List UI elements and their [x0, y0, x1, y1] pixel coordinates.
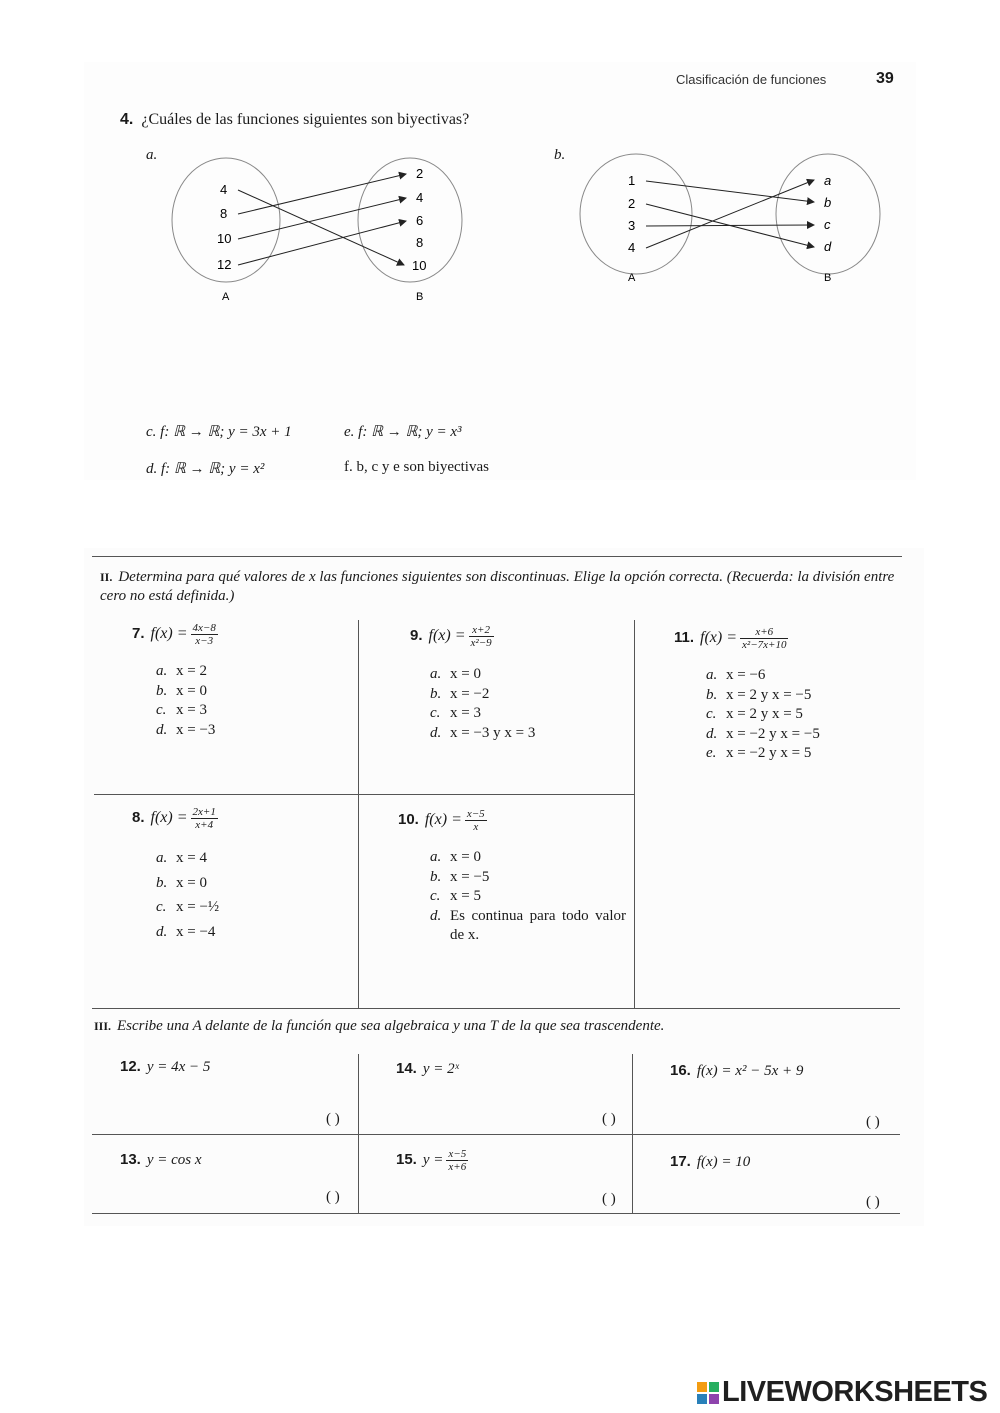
codomain-value: 6: [416, 213, 424, 228]
option-letter: a.: [430, 849, 442, 865]
question-14: [396, 1060, 459, 1078]
diagram-b-label: b.: [554, 147, 566, 163]
option-letter: b.: [156, 874, 168, 891]
q7-options: [156, 662, 215, 740]
option-text: x = −2: [450, 685, 490, 702]
diagram-a-label: a.: [146, 147, 158, 163]
option[interactable]: [430, 907, 630, 946]
codomain-value: 4: [416, 190, 424, 205]
divider: [92, 556, 902, 557]
option-text: x = −4: [176, 923, 216, 940]
mapping-arrow: [646, 181, 814, 202]
question-number: 11.: [674, 629, 695, 647]
question-number: 15.: [396, 1150, 417, 1168]
divider: [92, 1134, 900, 1135]
set-label: A: [628, 272, 636, 284]
option[interactable]: [706, 705, 820, 725]
numerator: x−5: [448, 1148, 467, 1160]
answer-blank[interactable]: ( ): [602, 1191, 616, 1207]
numerator: 4x−8: [192, 622, 216, 634]
domain-value: 12: [217, 257, 232, 272]
option[interactable]: [156, 871, 219, 896]
option-text: x = 2 y x = 5: [726, 706, 803, 722]
divider: [92, 1213, 900, 1214]
codomain-value: 8: [416, 235, 424, 250]
option-text: Es continua para todo valor de x.: [450, 907, 626, 943]
option-letter: a.: [430, 666, 442, 682]
numerator: x+6: [740, 626, 788, 639]
option-letter: c.: [156, 899, 167, 915]
expression: y = cos x: [146, 1152, 202, 1168]
option[interactable]: [430, 887, 630, 907]
question-4: [120, 111, 469, 129]
codomain-value: d: [824, 239, 832, 254]
option-letter: a.: [156, 850, 168, 866]
option-text: x = −6: [726, 667, 766, 683]
fraction: [740, 626, 788, 651]
domain-value: 8: [220, 206, 228, 221]
function-label: f(x) =: [700, 629, 738, 647]
option[interactable]: [156, 721, 215, 741]
q9-options: [430, 665, 535, 743]
option-text: x = 3: [450, 705, 481, 721]
option[interactable]: [430, 868, 630, 888]
option-text: x = 2 y x = −5: [726, 686, 812, 703]
option[interactable]: [156, 920, 219, 945]
function-label: f(x) =: [428, 627, 466, 645]
mapping-arrow: [238, 174, 406, 214]
option-text: x = 3: [176, 702, 207, 718]
question-11: [674, 626, 788, 651]
denominator: x²−9: [470, 637, 492, 649]
option[interactable]: [706, 725, 820, 745]
fraction: [469, 624, 494, 649]
option-letter: d.: [156, 721, 168, 738]
denominator: x: [473, 821, 479, 833]
q8-options: [156, 846, 219, 944]
option-letter: b.: [706, 686, 718, 703]
liveworksheets-logo-icon: [697, 1382, 719, 1404]
page-number: 39: [876, 70, 894, 87]
function-label: f(x) =: [150, 809, 188, 827]
page-header-title: Clasificación de funciones: [676, 72, 827, 87]
domain-value: 3: [628, 218, 636, 233]
question-17: [670, 1153, 750, 1171]
instruction-text: Escribe una A delante de la función que sea algebraica y una T de la que sea trascendente.: [117, 1018, 665, 1034]
question-10: [398, 808, 487, 833]
option[interactable]: [156, 682, 215, 702]
option-text: x = 0: [450, 849, 481, 865]
codomain-value: c: [824, 217, 831, 232]
expression: f(x) = 10: [696, 1154, 751, 1170]
instruction-text: Determina para qué valores de x las funciones siguientes son discontinuas. Elige la opción correcta. (Recuerda: la división entre cero no está definida.): [100, 569, 895, 604]
answer-blank[interactable]: ( ): [866, 1194, 880, 1210]
option-letter: c.: [430, 705, 441, 721]
codomain-value: 10: [412, 258, 427, 273]
option-text: x = −½: [176, 899, 220, 915]
answer-blank[interactable]: ( ): [602, 1111, 616, 1127]
question-number: 13.: [120, 1151, 141, 1168]
numerator: 2x+1: [192, 806, 216, 818]
answer-blank[interactable]: ( ): [326, 1189, 340, 1205]
domain-value: 1: [628, 173, 636, 188]
option-text: x = −5: [450, 868, 490, 885]
option[interactable]: [430, 685, 535, 705]
option-text: x = 0: [176, 682, 207, 699]
numerator: x−5: [466, 808, 485, 820]
question-13: [120, 1151, 202, 1169]
option[interactable]: [706, 686, 820, 706]
q4-option-f: f. b, c y e son biyectivas: [344, 459, 489, 475]
q10-options: [430, 848, 630, 946]
expression: y = 4x − 5: [146, 1059, 211, 1075]
answer-blank[interactable]: ( ): [866, 1114, 880, 1130]
fraction: [191, 806, 218, 831]
question-prompt: ¿Cuáles de las funciones siguientes son biyectivas?: [141, 111, 470, 128]
function-label: f(x) =: [150, 625, 188, 643]
question-number: 14.: [396, 1060, 417, 1077]
expression: f(x) = x² − 5x + 9: [696, 1063, 804, 1079]
numerator: x+2: [469, 624, 494, 637]
option-letter: b.: [430, 868, 442, 885]
mapping-diagram-a: [160, 150, 480, 310]
section-number: II.: [100, 570, 113, 584]
expression: y = 2ˣ: [422, 1061, 459, 1077]
option-letter: d.: [156, 923, 168, 940]
option[interactable]: [706, 744, 820, 764]
question-number: 7.: [132, 625, 145, 643]
option-text: x = 0: [450, 666, 481, 682]
option-letter: c.: [430, 888, 441, 904]
q4-option-e: e. f: ℝ → ℝ; y = x³: [344, 424, 462, 440]
option[interactable]: [706, 666, 820, 686]
set-label: B: [416, 291, 424, 303]
fraction: [191, 622, 218, 647]
question-8: [132, 806, 218, 831]
set-b-ellipse: [776, 154, 880, 274]
section-number: III.: [94, 1019, 112, 1033]
option-letter: e.: [706, 745, 717, 761]
fraction: [465, 808, 487, 833]
option-letter: d.: [706, 725, 718, 742]
question-number: 4.: [120, 111, 134, 128]
option[interactable]: [156, 662, 215, 682]
option-text: x = −2 y x = 5: [726, 745, 812, 761]
option-letter: b.: [430, 685, 442, 702]
option-text: x = −3: [176, 721, 216, 738]
denominator: x−3: [195, 635, 214, 647]
option-letter: b.: [156, 682, 168, 699]
denominator: x+6: [448, 1161, 467, 1173]
option-text: x = 2: [176, 663, 207, 679]
q4-option-d: d. f: ℝ → ℝ; y = x²: [146, 461, 265, 477]
denominator: x²−7x+10: [742, 639, 787, 651]
answer-blank[interactable]: ( ): [326, 1111, 340, 1127]
domain-value: 4: [220, 182, 228, 197]
question-number: 9.: [410, 627, 423, 645]
option[interactable]: [430, 848, 630, 868]
section-iii-instruction: [94, 1017, 900, 1036]
set-label: A: [222, 291, 230, 303]
divider: [94, 794, 635, 795]
option-text: x = −2 y x = −5: [726, 725, 820, 742]
option-text: x = 5: [450, 888, 481, 904]
option[interactable]: [156, 895, 219, 920]
fraction: [446, 1148, 468, 1173]
function-label: f(x) =: [424, 811, 462, 829]
codomain-value: 2: [416, 166, 424, 181]
question-number: 16.: [670, 1062, 691, 1079]
question-9: [410, 624, 494, 649]
question-15: [396, 1148, 468, 1173]
q4-option-c: c. f: ℝ → ℝ; y = 3x + 1: [146, 424, 292, 440]
codomain-value: a: [824, 173, 832, 188]
set-b-ellipse: [358, 158, 462, 282]
option[interactable]: [156, 701, 215, 721]
codomain-value: b: [824, 195, 832, 210]
option[interactable]: [430, 704, 535, 724]
question-16: [670, 1062, 803, 1080]
divider: [358, 620, 359, 1008]
domain-value: 2: [628, 196, 636, 211]
option-letter: c.: [706, 706, 717, 722]
denominator: x+4: [195, 819, 214, 831]
question-7: [132, 622, 218, 647]
question-number: 8.: [132, 809, 145, 827]
divider: [634, 620, 635, 1008]
question-number: 12.: [120, 1058, 141, 1075]
domain-value: 4: [628, 240, 636, 255]
question-number: 17.: [670, 1153, 691, 1170]
option[interactable]: [156, 846, 219, 871]
question-12: [120, 1058, 210, 1076]
q11-options: [706, 666, 820, 764]
section-ii-instruction: [100, 568, 906, 606]
option-text: x = 4: [176, 850, 207, 866]
expression-prefix: y =: [422, 1151, 444, 1168]
option[interactable]: [430, 724, 535, 744]
mapping-arrow: [646, 225, 814, 226]
option-letter: c.: [156, 702, 167, 718]
mapping-arrow: [646, 180, 814, 248]
domain-value: 10: [217, 231, 232, 246]
option-letter: a.: [706, 667, 718, 683]
option-text: x = −3 y x = 3: [450, 724, 536, 741]
mapping-arrow: [238, 190, 404, 265]
divider: [92, 1008, 900, 1009]
set-a-ellipse: [580, 154, 692, 274]
option-letter: d.: [430, 907, 442, 924]
option-text: x = 0: [176, 874, 207, 891]
mapping-diagram-b: [570, 150, 890, 300]
question-number: 10.: [398, 811, 419, 829]
mapping-arrow: [238, 198, 406, 239]
option-letter: a.: [156, 663, 168, 679]
option-letter: d.: [430, 724, 442, 741]
set-label: B: [824, 272, 832, 284]
liveworksheets-brand: LIVEWORKSHEETS: [722, 1376, 988, 1408]
option[interactable]: [430, 665, 535, 685]
